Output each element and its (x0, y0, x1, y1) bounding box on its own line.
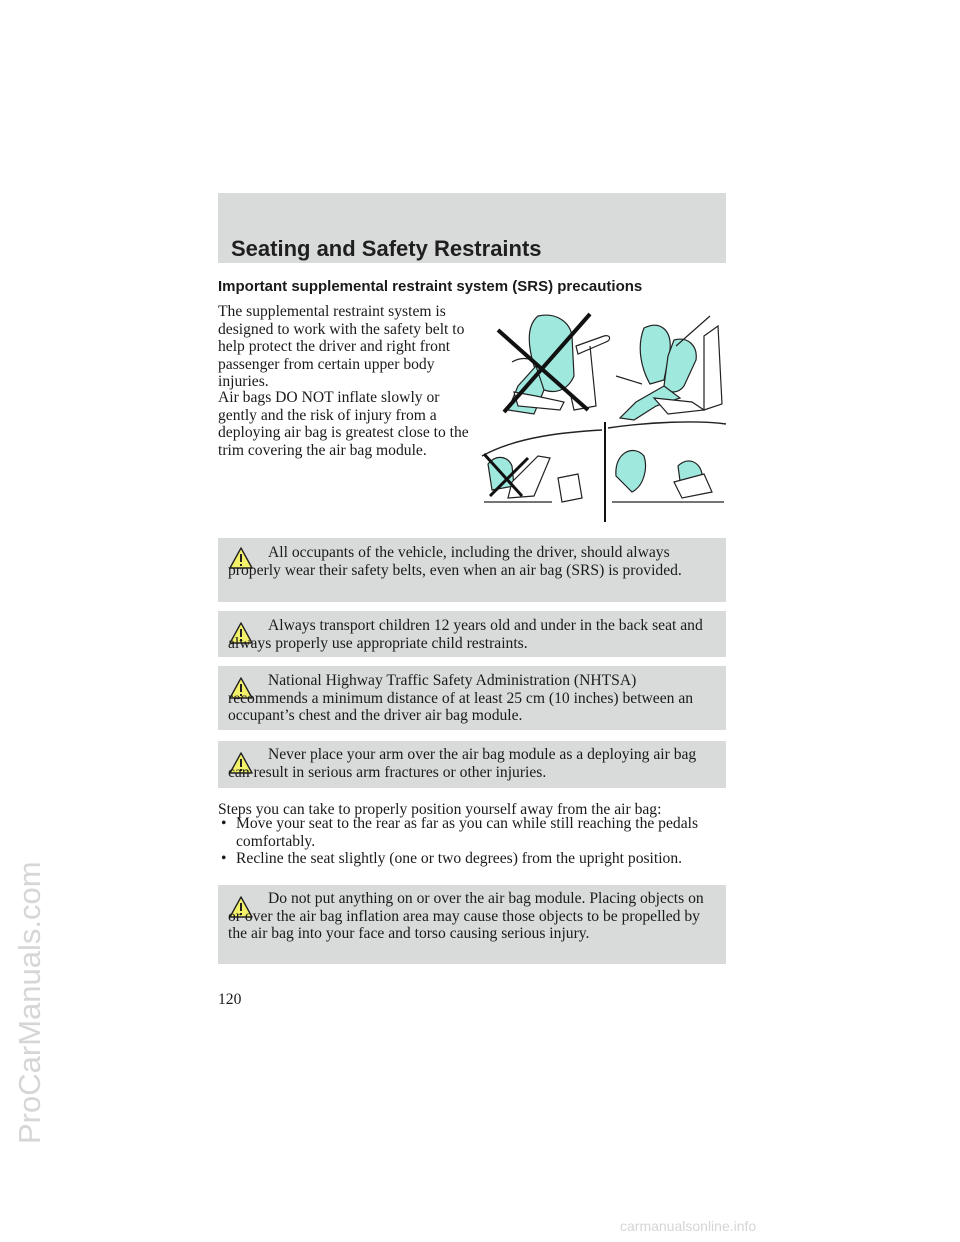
vehicle-cutaway-figures (482, 422, 726, 522)
side-watermark-text: ProCarManuals.com (12, 861, 47, 1144)
page-number: 120 (218, 991, 242, 1008)
intro-paragraph-2: Air bags DO NOT inflate slowly or gently and the risk of injury from a deploying air bag is greatest close to the trim covering the air bag module. (218, 389, 469, 459)
warning-box (218, 741, 726, 788)
section-heading: Important supplemental restraint system (SRS) precautions (218, 278, 643, 295)
list-item-text: Move your seat to the rear as far as you can while still reaching the pedals comfortably. (236, 815, 699, 850)
warning-box (218, 666, 726, 730)
occupant-correct-figure (616, 316, 722, 420)
page-title: Seating and Safety Restraints (231, 236, 542, 261)
occupant-too-close-figure (498, 314, 610, 414)
warning-box (218, 885, 726, 964)
bullet-icon: • (221, 850, 227, 867)
side-watermark (4, 508, 48, 1148)
bullet-icon: • (221, 815, 227, 832)
warning-box (218, 538, 726, 602)
list-item (218, 850, 726, 886)
warning-text: All occupants of the vehicle, including the driver, should always properly wear their safety belts, even when an air bag (SRS) is provided. (228, 544, 682, 579)
steps-intro: Steps you can take to properly position yourself away from the air bag: (218, 801, 662, 818)
warning-text: National Highway Traffic Safety Administration (NHTSA) recommends a minimum distance of at least 25 cm (10 inches) between an occupant’s chest and the driver air bag module. (228, 672, 694, 725)
warning-box (218, 611, 726, 657)
warning-text: Always transport children 12 years old and under in the back seat and always properly use appropriate child restraints. (228, 617, 703, 652)
warning-text: Never place your arm over the air bag module as a deploying air bag can result in serious arm fractures or other injuries. (228, 746, 697, 781)
list-item (218, 815, 726, 851)
airbag-illustration (478, 306, 728, 524)
intro-paragraph-1: The supplemental restraint system is designed to work with the safety belt to help protect the driver and right front passenger from certain upper body injuries. (218, 303, 465, 391)
footer-watermark: carmanualsonline.info (620, 1218, 757, 1234)
list-item-text: Recline the seat slightly (one or two degrees) from the upright position. (236, 850, 683, 867)
warning-text: Do not put anything on or over the air bag module. Placing objects on or over the air bag inflation area may cause those objects to be propelled by the air bag into your face and torso causing serious injury. (228, 890, 704, 943)
